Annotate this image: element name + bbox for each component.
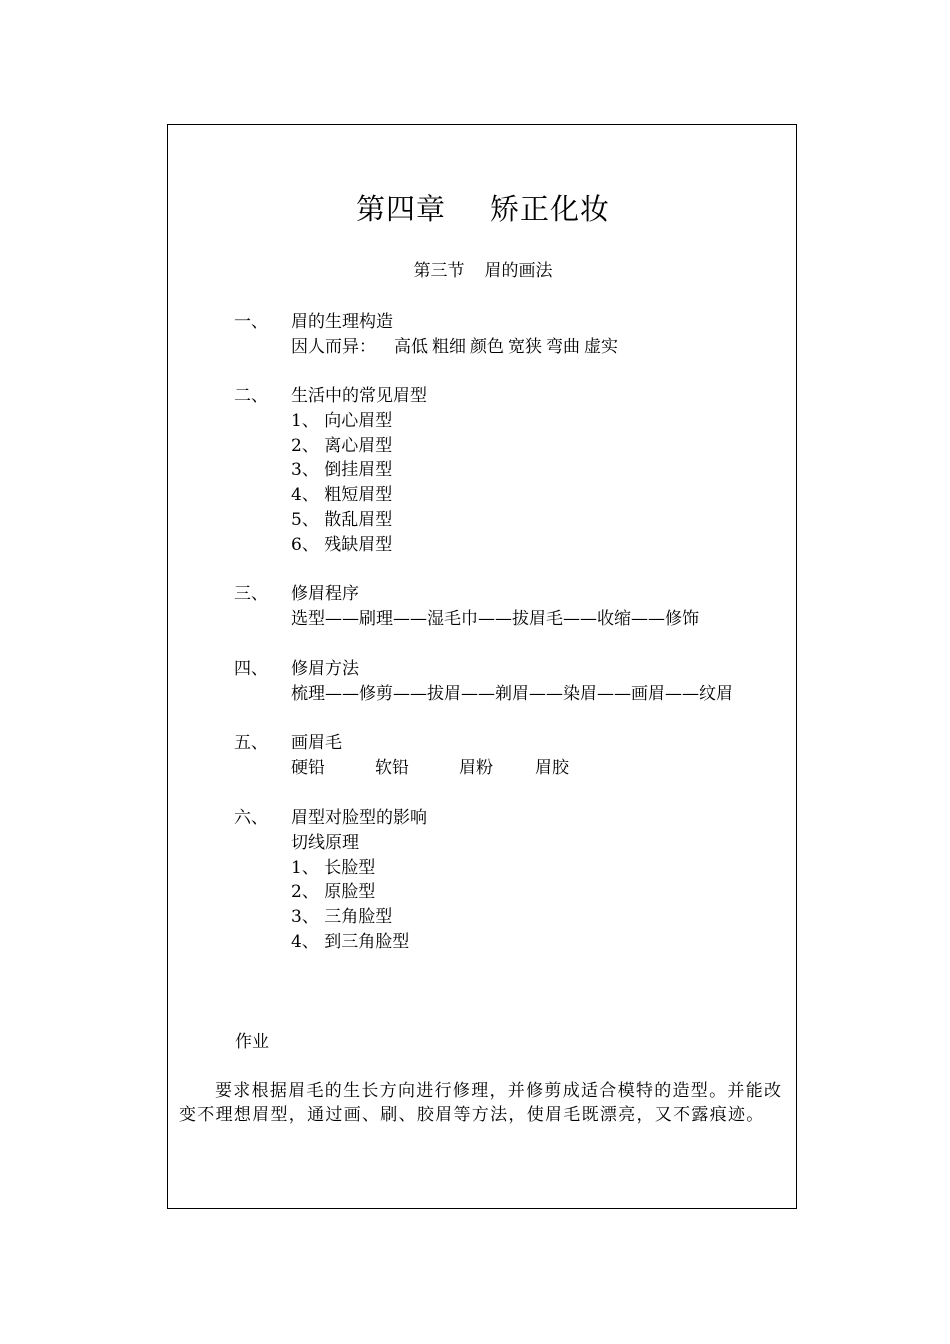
section-2-heading: 生活中的常见眉型 bbox=[291, 386, 427, 406]
section-5-line bbox=[291, 756, 569, 780]
list-item: 颜色 bbox=[470, 337, 504, 357]
list-item: 5、 散乱眉型 bbox=[291, 510, 393, 530]
section-6-number: 六、 bbox=[234, 808, 268, 828]
chapter-number: 第四章 bbox=[355, 192, 446, 226]
section-6-heading: 眉型对脸型的影响 bbox=[291, 808, 427, 828]
list-item: 1、 长脸型 bbox=[291, 858, 376, 878]
section-5-heading: 画眉毛 bbox=[291, 733, 342, 753]
list-item: 弯曲 bbox=[546, 337, 580, 357]
chapter-name: 矫正化妆 bbox=[490, 192, 611, 226]
homework-label: 作业 bbox=[235, 1032, 269, 1052]
tool-item: 眉胶 bbox=[535, 758, 569, 778]
list-item: 4、 到三角脸型 bbox=[291, 932, 410, 952]
section-1-line bbox=[291, 335, 618, 359]
page-frame bbox=[167, 124, 797, 1209]
homework-text: 要求根据眉毛的生长方向进行修理，并修剪成适合模特的造型。并能改变不理想眉型，通过画、刷、胶眉等方法，使眉毛既漂亮，又不露痕迹。 bbox=[179, 1081, 783, 1125]
section-3-number: 三、 bbox=[234, 584, 268, 604]
list-item: 4、 粗短眉型 bbox=[291, 485, 393, 505]
chapter-title bbox=[168, 191, 798, 227]
section-name: 眉的画法 bbox=[484, 261, 553, 281]
list-item: 2、 原脸型 bbox=[291, 882, 376, 902]
list-item: 宽狭 bbox=[508, 337, 542, 357]
section-1-heading: 眉的生理构造 bbox=[291, 312, 393, 332]
list-item: 虚实 bbox=[584, 337, 618, 357]
list-item: 高低 bbox=[394, 337, 428, 357]
list-item: 1、 向心眉型 bbox=[291, 411, 393, 431]
section-6-sub: 切线原理 bbox=[291, 833, 359, 853]
list-item: 3、 三角脸型 bbox=[291, 907, 393, 927]
list-item: 6、 残缺眉型 bbox=[291, 535, 393, 555]
list-item: 粗细 bbox=[432, 337, 466, 357]
section-4-line: 梳理——修剪——拔眉——剃眉——染眉——画眉——纹眉 bbox=[291, 684, 733, 704]
list-item: 2、 离心眉型 bbox=[291, 436, 393, 456]
lead-text: 因人而异： bbox=[291, 337, 376, 357]
section-5-number: 五、 bbox=[234, 733, 268, 753]
section-4-number: 四、 bbox=[234, 659, 268, 679]
section-2-number: 二、 bbox=[234, 386, 268, 406]
section-number: 第三节 bbox=[413, 261, 465, 281]
tool-item: 软铅 bbox=[375, 758, 409, 778]
tool-item: 眉粉 bbox=[459, 758, 493, 778]
section-1-number: 一、 bbox=[234, 312, 268, 332]
section-title bbox=[168, 259, 798, 283]
list-item: 3、 倒挂眉型 bbox=[291, 460, 393, 480]
tool-item: 硬铅 bbox=[291, 758, 325, 778]
section-4-heading: 修眉方法 bbox=[291, 659, 359, 679]
section-3-line: 选型——刷理——湿毛巾——拔眉毛——收缩——修饰 bbox=[291, 609, 699, 629]
section-3-heading: 修眉程序 bbox=[291, 584, 359, 604]
